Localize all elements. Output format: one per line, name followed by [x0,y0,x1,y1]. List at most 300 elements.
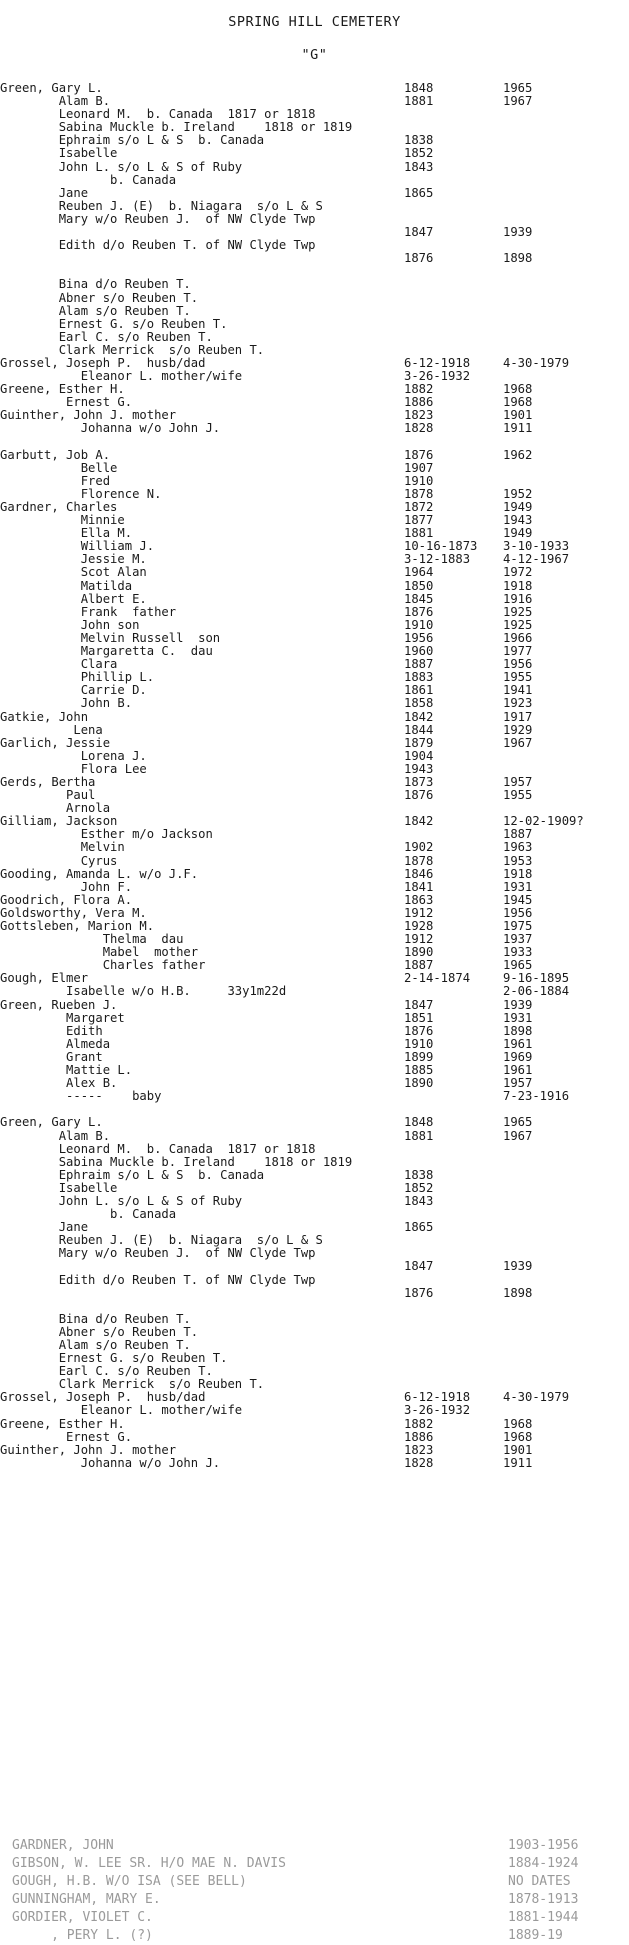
entry-born: 1863 [404,892,434,907]
entry-died: 1939 [503,225,533,240]
burial-entry [0,278,629,291]
entry-name: Earl C. s/o Reuben T. [0,1365,213,1379]
entry-name: b. Canada [0,1208,177,1222]
entry-died: 1925 [503,617,533,632]
burial-entry [0,815,629,828]
entry-name: Paul [0,789,96,803]
burial-entry [0,1064,629,1077]
entry-name: Scot Alan [0,566,147,580]
entry-name: Gilliam, Jackson [0,815,118,829]
entry-name: John L. s/o L & S of Ruby [0,160,243,174]
entry-died: 1943 [503,513,533,528]
entry-born: 1912 [404,905,434,920]
entry-born: 3-26-1932 [404,369,471,384]
entry-name: Eleanor L. mother/wife [0,1404,243,1418]
entry-born: 1879 [404,735,434,750]
entry-died: 1949 [503,500,533,514]
burial-entry [0,239,629,252]
burial-entry [0,1208,629,1221]
entry-name: Gatkie, John [0,710,89,724]
burial-entry [0,619,629,632]
entry-died: 1968 [503,1429,533,1444]
entry-name: Sabina Muckle b. Ireland 1818 or 1819 [0,121,353,135]
entry-born: 1842 [404,709,434,724]
entry-died: 1955 [503,670,533,685]
entry-name: Isabelle w/o H.B. 33y1m22d [0,985,287,999]
entry-died: 1955 [503,788,533,803]
entry-born: 1828 [404,421,434,436]
burial-entry [0,462,629,475]
burial-entry [0,737,629,750]
entry-died: 9-16-1895 [503,971,570,986]
entry-born: 1845 [404,591,434,606]
entry-died: 1961 [503,1063,533,1078]
entry-name: Alam s/o Reuben T. [0,1339,191,1352]
entry-name: Frank father [0,605,177,619]
entry-born: 1846 [404,866,434,881]
burial-entry [0,1221,629,1234]
burial-entry [0,658,629,671]
burial-entry [0,553,629,566]
entry-name: John son [0,618,140,632]
entry-born: 1887 [404,657,434,672]
burial-entry [0,488,629,501]
entry-died: 1937 [503,932,533,947]
entry-born: 1910 [404,473,434,488]
burial-entry [0,1247,629,1260]
faded-entry-dates: 1884-1924 [508,1856,579,1871]
burial-entry [0,187,629,200]
entry-born: 1881 [404,94,434,109]
entry-born: 1865 [404,185,434,200]
entry-name: Ephraim s/o L & S b. Canada [0,1168,265,1182]
entry-name: Lorena J. [0,749,147,763]
burial-entry [0,645,629,658]
burial-entry [0,305,629,318]
entry-born: 1910 [404,617,434,632]
entry-name: Esther m/o Jackson [0,828,213,842]
entry-died: 1953 [503,853,533,868]
entry-name: Alex B. [0,1077,118,1091]
entry-born: 1960 [404,644,434,659]
entry-name: Melvin Russell son [0,631,221,645]
entry-born: 1876 [404,1285,434,1300]
entry-name: Leonard M. b. Canada 1817 or 1818 [0,1142,316,1156]
entry-born: 6-12-1918 [404,1390,471,1405]
entry-name: Phillip L. [0,671,155,685]
entry-name: Fred [0,474,111,488]
entry-born: 1876 [404,1023,434,1038]
burial-entry [0,1012,629,1025]
entry-born: 1885 [404,1063,434,1078]
burial-entry [0,828,629,841]
entry-born: 1848 [404,1115,434,1130]
burial-entry [0,1169,629,1182]
faded-entry-dates: 1889-19 [508,1928,563,1943]
entry-name: Clark Merrick s/o Reuben T. [0,1378,265,1392]
entry-died: 1967 [503,1128,533,1143]
entry-died: 1939 [503,997,533,1012]
entry-name: Mattie L. [0,1064,133,1078]
entry-name: Edith [0,1024,103,1038]
entry-died: 1925 [503,604,533,619]
burial-entry [0,1444,629,1457]
burial-entry [0,449,629,462]
entry-name: Ernest G. [0,396,133,410]
burial-entry [0,161,629,174]
entry-name: Bina d/o Reuben T. [0,1312,191,1326]
entry-name: Gerds, Bertha [0,775,96,789]
entry-name: Mabel mother [0,946,199,960]
burial-entry [0,789,629,802]
entry-name: John B. [0,697,133,711]
entry-died: 1918 [503,578,533,593]
burial-entry [0,1326,629,1339]
entry-name: Garbutt, Job A. [0,448,111,462]
entry-name: Isabelle [0,1181,118,1195]
burial-entry [0,213,629,226]
entry-name: Almeda [0,1037,111,1051]
entry-name: Mary w/o Reuben J. of NW Clyde Twp [0,212,316,226]
entry-died: 1911 [503,1455,533,1470]
entry-born: 1886 [404,395,434,410]
burial-entry [0,566,629,579]
burial-entry [0,370,629,383]
entry-died: 1965 [503,81,533,95]
burial-entry [0,436,629,449]
burial-entry [0,1352,629,1365]
entry-died: 1901 [503,1442,533,1457]
burial-entry [0,868,629,881]
entry-name: Flora Lee [0,762,147,776]
burial-entry [0,1130,629,1143]
burial-entry [0,1195,629,1208]
entry-born: 1876 [404,788,434,803]
entry-name: Green, Rueben J. [0,998,118,1012]
entry-died: 1957 [503,774,533,789]
burial-entry [0,226,629,239]
burial-entry [0,252,629,265]
burial-entry [0,1025,629,1038]
entry-born: 1876 [404,447,434,462]
entry-name: Margaretta C. dau [0,645,213,659]
entry-born: 1844 [404,722,434,737]
entry-name: Arnola [0,802,111,816]
entry-name: Alam B. [0,95,111,109]
entry-died: 1962 [503,447,533,462]
burial-entry [0,920,629,933]
entry-born: 1882 [404,1416,434,1431]
entry-name: Gardner, Charles [0,501,118,514]
burial-entry [0,580,629,593]
entry-born: 1843 [404,1193,434,1208]
burial-entry [0,1404,629,1417]
entry-died: 1963 [503,840,533,855]
entry-name: ----- baby [0,1090,162,1104]
burial-entry [0,684,629,697]
entry-born: 1852 [404,1180,434,1195]
entry-name: Isabelle [0,147,118,161]
entry-born: 1890 [404,945,434,960]
burial-entry [0,108,629,121]
burial-entry [0,881,629,894]
entry-born: 1902 [404,840,434,855]
entry-name: Reuben J. (E) b. Niagara s/o L & S [0,199,323,213]
entry-died: 1933 [503,945,533,960]
entry-name: William J. [0,540,155,554]
burial-entry [0,1287,629,1300]
entry-name: John L. s/o L & S of Ruby [0,1194,243,1208]
entry-born: 1910 [404,1036,434,1051]
entry-died: 1965 [503,958,533,973]
entry-born: 1899 [404,1049,434,1064]
entry-name: Johanna w/o John J. [0,1456,221,1470]
entry-born: 1886 [404,1429,434,1444]
entry-born: 1878 [404,486,434,501]
faded-entry [0,1873,629,1891]
entry-name: Carrie D. [0,684,147,698]
entry-born: 1928 [404,919,434,933]
burial-entry [0,1103,629,1116]
entry-born: 1838 [404,1167,434,1182]
entry-born: 1887 [404,958,434,973]
entry-name: Leonard M. b. Canada 1817 or 1818 [0,108,316,122]
entry-born: 1912 [404,932,434,947]
entry-name: Gooding, Amanda L. w/o J.F. [0,867,199,881]
entry-died: 7-23-1916 [503,1089,570,1104]
entry-died: 1968 [503,1416,533,1431]
burial-entry [0,331,629,344]
entry-name: Ephraim s/o L & S b. Canada [0,134,265,148]
entry-died: 1967 [503,94,533,109]
burial-entry [0,1365,629,1378]
entry-name: Albert E. [0,592,147,606]
burial-entry [0,1339,629,1352]
entry-died: 1965 [503,1115,533,1130]
entry-died: 1972 [503,565,533,580]
burial-entry [0,894,629,907]
entry-name: Green, Gary L. [0,1116,103,1130]
burial-entry [0,606,629,619]
entry-born: 1851 [404,1010,434,1025]
entry-died: 4-12-1967 [503,552,570,567]
entry-name: Bina d/o Reuben T. [0,278,191,292]
burial-entry [0,855,629,868]
burial-entry [0,1300,629,1313]
entry-born: 1850 [404,578,434,593]
entry-died: 1961 [503,1036,533,1051]
burial-entry [0,776,629,789]
entry-born: 1890 [404,1076,434,1091]
entry-died: 2-06-1884 [503,984,570,999]
entry-born: 1873 [404,774,434,789]
entry-born: 1943 [404,761,434,776]
burial-entry [0,1182,629,1195]
entry-died: 1967 [503,735,533,750]
burial-entry [0,409,629,422]
faded-entry-name: GARDNER, JOHN [12,1838,114,1853]
entry-born: 1881 [404,1128,434,1143]
entry-name: Alam B. [0,1129,111,1143]
entry-born: 1847 [404,225,434,240]
burial-entry [0,632,629,645]
entry-died: 1887 [503,827,533,842]
entry-died: 1968 [503,382,533,397]
entry-name: Thelma dau [0,933,184,947]
entry-died: 1901 [503,408,533,423]
burial-entry [0,711,629,724]
entry-name: Belle [0,461,118,475]
burial-entry [0,724,629,737]
entry-born: 1823 [404,408,434,423]
burial-entry [0,841,629,854]
burial-entry [0,265,629,278]
entry-name: Gottsleben, Marion M. [0,920,155,933]
entry-born: 1848 [404,81,434,95]
burial-entry [0,82,629,95]
entry-name: Earl C. s/o Reuben T. [0,330,213,344]
entry-born: 6-12-1918 [404,355,471,370]
entry-name: Grossel, Joseph P. husb/dad [0,1391,206,1405]
entry-name: Ernest G. s/o Reuben T. [0,317,228,331]
entry-name: Eleanor L. mother/wife [0,370,243,384]
entry-born: 3-26-1932 [404,1403,471,1418]
burial-entry [0,1431,629,1444]
entry-died: 1949 [503,526,533,541]
entry-name: Ernest G. s/o Reuben T. [0,1352,228,1366]
burial-entry [0,933,629,946]
burial-entry [0,1234,629,1247]
burial-entry [0,200,629,213]
entry-born: 1843 [404,159,434,174]
faded-entry-name: GIBSON, W. LEE SR. H/O MAE N. DAVIS [12,1856,286,1871]
burial-entry [0,1116,629,1129]
entry-born: 1823 [404,1442,434,1457]
burial-entry [0,1090,629,1103]
faded-entry [0,1909,629,1927]
entry-born: 1852 [404,146,434,161]
entry-name: Lena [0,723,103,737]
entry-name: John F. [0,880,133,894]
entry-name: Reuben J. (E) b. Niagara s/o L & S [0,1234,323,1248]
burial-entry [0,1391,629,1404]
entry-born: 1876 [404,604,434,619]
burial-entry [0,422,629,435]
entry-died: 1916 [503,591,533,606]
burial-entry [0,95,629,108]
faded-entry-dates: 1903-1956 [508,1838,579,1853]
burial-entry [0,121,629,134]
entry-name: Ella M. [0,527,133,541]
entry-died: 1966 [503,630,533,645]
entry-died: 1956 [503,657,533,672]
entry-born: 1882 [404,382,434,397]
entry-name: Clark Merrick s/o Reuben T. [0,343,265,357]
faded-entry-dates: NO DATES [508,1874,571,1889]
entry-died: 1956 [503,905,533,920]
entry-name: Jane [0,1221,89,1235]
entry-name: b. Canada [0,173,177,187]
entry-name: Matilda [0,579,133,593]
entry-name: Minnie [0,514,125,528]
entry-died: 1911 [503,421,533,436]
entry-died: 3-10-1933 [503,539,570,554]
entry-died: 1929 [503,722,533,737]
entry-name: Clara [0,658,118,672]
entry-died: 1898 [503,1023,533,1038]
faded-entry-name: GORDIER, VIOLET C. [12,1910,153,1925]
burial-entry [0,671,629,684]
entry-died: 1975 [503,919,533,933]
faded-entry [0,1927,629,1945]
burial-entry [0,357,629,370]
entry-born: 1838 [404,133,434,148]
faded-entries [0,1837,629,1945]
burial-entry [0,383,629,396]
entry-died: 1931 [503,1010,533,1025]
entry-name: Green, Gary L. [0,82,103,95]
faded-entry-name: GOUGH, H.B. W/O ISA (SEE BELL) [12,1874,247,1889]
burial-entry [0,1274,629,1287]
burial-entry [0,514,629,527]
entry-born: 1883 [404,670,434,685]
burial-entry [0,1051,629,1064]
entry-died: 1898 [503,1285,533,1300]
entry-born: 1907 [404,460,434,475]
entry-name: Johanna w/o John J. [0,422,221,436]
burial-entry [0,697,629,710]
burial-entry [0,1143,629,1156]
faded-entry [0,1891,629,1909]
faded-entry-name: GUNNINGHAM, MARY E. [12,1892,161,1907]
entry-name: Grant [0,1050,103,1064]
entry-died: 1918 [503,866,533,881]
entry-name: Garlich, Jessie [0,736,111,750]
burial-entry [0,147,629,160]
entry-name: Guinther, John J. mother [0,1443,177,1457]
entry-born: 1858 [404,696,434,711]
entry-died: 1931 [503,879,533,894]
entry-born: 1877 [404,513,434,528]
faded-entry [0,1837,629,1855]
section-letter: "G" [301,47,328,63]
entry-born: 1904 [404,748,434,763]
burial-entry [0,475,629,488]
entry-born: 3-12-1883 [404,552,471,567]
entry-name: Melvin [0,841,125,855]
entry-died: 1923 [503,696,533,711]
entry-died: 1969 [503,1049,533,1064]
burial-entry [0,1313,629,1326]
faded-entry-dates: 1878-1913 [508,1892,579,1907]
entry-name: Charles father [0,959,206,973]
entry-born: 1881 [404,526,434,541]
entry-died: 1939 [503,1259,533,1274]
faded-entry-name: , PERY L. (?) [12,1928,153,1943]
burial-entry [0,1457,629,1470]
entry-name: Goldsworthy, Vera M. [0,906,147,920]
entry-name: Jane [0,186,89,200]
entry-name: Alam s/o Reuben T. [0,304,191,318]
burial-entry [0,946,629,959]
entry-died: 1941 [503,683,533,698]
burial-entry [0,1418,629,1431]
burial-entry [0,750,629,763]
entry-died: 4-30-1979 [503,1390,570,1405]
entry-name: Jessie M. [0,553,147,567]
entry-name: Mary w/o Reuben J. of NW Clyde Twp [0,1247,316,1261]
entry-name: Edith d/o Reuben T. of NW Clyde Twp [0,239,316,253]
